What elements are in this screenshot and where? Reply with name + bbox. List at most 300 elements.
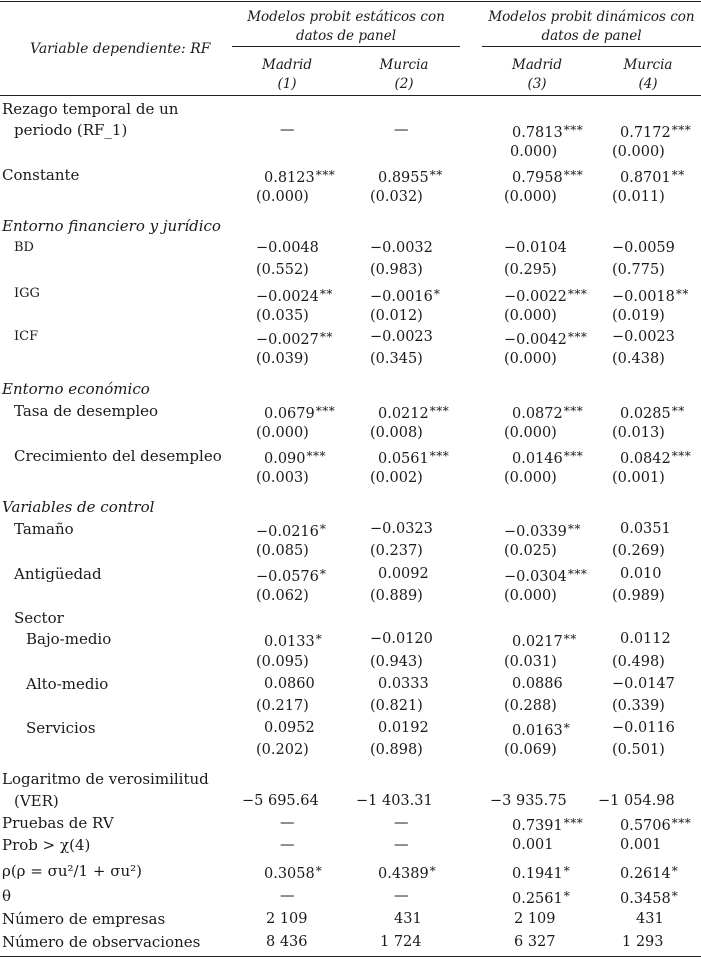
cell-tasa_p-c4 <box>612 423 665 443</box>
cell-value: 0.0092 <box>378 566 429 582</box>
column-1-number: (1) <box>277 76 297 92</box>
cell-value: 0.3058 <box>264 866 315 882</box>
row-label-icf: ICF <box>14 329 39 344</box>
cell-value: 0.7958 <box>512 170 563 186</box>
cell-value: (0.019) <box>612 308 665 324</box>
column-2-number: (2) <box>394 76 414 92</box>
cell-alto_p-c3 <box>504 696 557 716</box>
cell-value: 0.0212 <box>378 406 429 422</box>
cell-value: 0.8955 <box>378 170 429 186</box>
row-label-observaciones: Número de observaciones <box>2 933 201 951</box>
cell-empresas-c4 <box>636 909 664 929</box>
column-header-1 <box>232 56 342 94</box>
cell-value: 1 293 <box>622 934 664 950</box>
cell-constante-c3 <box>512 165 583 188</box>
cell-value: — <box>280 888 295 904</box>
cell-bajo_p-c3 <box>504 652 557 672</box>
cell-value: (0.000) <box>612 144 665 160</box>
row-label-rezago-2: periodo (RF_1) <box>14 121 128 139</box>
cell-value: 0.4389 <box>378 866 429 882</box>
cell-tamano_p-c2 <box>370 541 423 561</box>
cell-logver-c2 <box>356 791 433 811</box>
significance-stars: *** <box>563 168 584 182</box>
row-label-tamano: Tamaño <box>14 520 74 538</box>
column-4-number: (4) <box>638 76 658 92</box>
cell-constante_p-c2 <box>370 187 423 207</box>
cell-tamano-c3 <box>504 519 581 542</box>
cell-value: — <box>280 815 295 831</box>
cell-empresas-c1 <box>266 909 308 929</box>
significance-stars: ** <box>429 168 443 182</box>
row-label-antiguedad: Antigüedad <box>14 565 102 583</box>
significance-stars: ** <box>671 404 685 418</box>
cell-crec-c3 <box>512 446 583 469</box>
cell-value: 0.000) <box>510 144 558 160</box>
cell-value: 2 109 <box>266 911 308 927</box>
cell-tasa-c1 <box>264 401 335 424</box>
section-economico: Entorno económico <box>2 380 150 398</box>
cell-crec-c4 <box>620 446 691 469</box>
section-control: Variables de control <box>2 498 155 516</box>
cell-alto_p-c1 <box>256 696 309 716</box>
static-models-header: Modelos probit estáticos con datos de panel <box>247 9 445 44</box>
cell-value: (0.295) <box>504 262 557 278</box>
row-label-alto-medio: Alto-medio <box>26 675 109 693</box>
cell-constante_p-c4 <box>612 187 665 207</box>
cell-value: (0.011) <box>612 189 665 205</box>
cell-value: (0.000) <box>504 308 557 324</box>
cell-value: −0.0023 <box>370 329 433 345</box>
cell-alto-c4 <box>612 674 675 694</box>
cell-value: — <box>394 888 409 904</box>
cell-value: (0.498) <box>612 654 665 670</box>
cell-alto-c2 <box>378 674 429 694</box>
cell-value: 0.001 <box>512 837 554 853</box>
cell-bd_p-c4 <box>612 260 665 280</box>
cell-value: 431 <box>636 911 664 927</box>
cell-value: −0.0023 <box>612 329 675 345</box>
cell-value: 0.010 <box>620 566 662 582</box>
cell-value: (0.345) <box>370 351 423 367</box>
significance-stars: ** <box>567 522 581 536</box>
cell-value: (0.032) <box>370 189 423 205</box>
cell-rho-c2 <box>378 861 436 884</box>
cell-prob-c1 <box>280 835 295 855</box>
cell-serv_p-c3 <box>504 740 557 760</box>
cell-value: 0.001 <box>620 837 662 853</box>
significance-stars: * <box>671 889 679 903</box>
cell-serv_p-c4 <box>612 740 665 760</box>
cell-value: 431 <box>394 911 422 927</box>
cell-bd-c3 <box>504 238 567 258</box>
cell-value: 0.0133 <box>264 634 315 650</box>
cell-value: (0.775) <box>612 262 665 278</box>
cell-antig-c1 <box>256 564 326 587</box>
cell-value: (0.069) <box>504 742 557 758</box>
cell-value: 0.2614 <box>620 866 671 882</box>
cell-bajo_p-c1 <box>256 652 309 672</box>
row-label-constante: Constante <box>2 166 80 184</box>
cell-value: (0.002) <box>370 470 423 486</box>
static-group-rule <box>232 46 460 47</box>
cell-antig-c4 <box>620 564 662 584</box>
cell-icf_p-c4 <box>612 349 665 369</box>
cell-igg-c1 <box>256 284 333 307</box>
cell-value: — <box>394 837 409 853</box>
significance-stars: * <box>563 721 571 735</box>
header-rule <box>0 95 701 96</box>
cell-value: (0.339) <box>612 698 665 714</box>
cell-crec-c2 <box>378 446 449 469</box>
column-header-4 <box>593 56 701 94</box>
cell-value: −5 695.64 <box>242 793 319 809</box>
cell-bajo_p-c2 <box>370 652 423 672</box>
row-label-servicios: Servicios <box>26 719 96 737</box>
cell-alto-c1 <box>264 674 315 694</box>
significance-stars: * <box>563 889 571 903</box>
cell-value: 0.0860 <box>264 676 315 692</box>
cell-value: (0.889) <box>370 588 423 604</box>
cell-icf_p-c3 <box>504 349 557 369</box>
cell-value: (0.003) <box>256 470 309 486</box>
significance-stars: *** <box>671 449 692 463</box>
cell-value: — <box>280 122 295 138</box>
cell-value: 2 109 <box>514 911 556 927</box>
cell-value: −0.0304 <box>504 569 567 585</box>
cell-value: 0.8123 <box>264 170 315 186</box>
column-1-name: Madrid <box>262 57 312 73</box>
cell-value: 0.8701 <box>620 170 671 186</box>
cell-alto_p-c4 <box>612 696 665 716</box>
cell-icf-c3 <box>504 327 587 350</box>
cell-value: −0.0032 <box>370 240 433 256</box>
cell-logver-c4 <box>598 791 675 811</box>
significance-stars: * <box>315 864 323 878</box>
cell-value: −0.0216 <box>256 524 319 540</box>
cell-bd-c1 <box>256 238 319 258</box>
cell-rezago-c4 <box>620 120 691 143</box>
cell-bajo-c1 <box>264 629 322 652</box>
cell-value: 0.0333 <box>378 676 429 692</box>
cell-constante_p-c1 <box>256 187 309 207</box>
cell-bajo-c4 <box>620 629 671 649</box>
cell-pruebas-c2 <box>394 813 409 833</box>
cell-value: 1 724 <box>380 934 422 950</box>
dependent-variable-label: Variable dependiente: RF <box>30 41 211 57</box>
cell-value: −0.0027 <box>256 332 319 348</box>
cell-value: (0.943) <box>370 654 423 670</box>
significance-stars: *** <box>315 168 336 182</box>
cell-value: (0.288) <box>504 698 557 714</box>
row-label-sector: Sector <box>14 609 64 627</box>
cell-serv_p-c1 <box>256 740 309 760</box>
row-label-rho: ρ(ρ = σu²/1 + σu²) <box>2 862 142 880</box>
cell-rho-c3 <box>512 861 570 884</box>
cell-tasa_p-c2 <box>370 423 423 443</box>
column-4-name: Murcia <box>623 57 673 73</box>
significance-stars: *** <box>429 449 450 463</box>
cell-value: (0.000) <box>504 189 557 205</box>
significance-stars: * <box>433 287 441 301</box>
cell-value: (0.035) <box>256 308 309 324</box>
cell-empresas-c2 <box>394 909 422 929</box>
cell-igg_p-c1 <box>256 306 309 326</box>
cell-value: (0.031) <box>504 654 557 670</box>
column-3-name: Madrid <box>512 57 562 73</box>
cell-constante-c1 <box>264 165 335 188</box>
cell-value: −0.0104 <box>504 240 567 256</box>
significance-stars: * <box>671 864 679 878</box>
cell-alto_p-c2 <box>370 696 423 716</box>
cell-value: (0.095) <box>256 654 309 670</box>
cell-value: −0.0147 <box>612 676 675 692</box>
cell-value: −0.0018 <box>612 289 675 305</box>
cell-value: −0.0016 <box>370 289 433 305</box>
cell-value: 0.0351 <box>620 521 671 537</box>
cell-value: −0.0323 <box>370 521 433 537</box>
cell-value: 0.0679 <box>264 406 315 422</box>
cell-prob-c4 <box>620 835 662 855</box>
significance-stars: *** <box>563 404 584 418</box>
cell-rezago_p-c3 <box>510 142 557 162</box>
cell-value: 0.7813 <box>512 125 563 141</box>
cell-value: −1 054.98 <box>598 793 675 809</box>
cell-pruebas-c3 <box>512 813 583 836</box>
cell-rezago-c1 <box>280 120 295 140</box>
significance-stars: *** <box>671 123 692 137</box>
cell-value: (0.898) <box>370 742 423 758</box>
cell-value: 0.0561 <box>378 451 429 467</box>
cell-value: (0.012) <box>370 308 423 324</box>
cell-value: (0.025) <box>504 543 557 559</box>
cell-icf_p-c2 <box>370 349 423 369</box>
cell-value: (0.085) <box>256 543 309 559</box>
cell-bajo-c3 <box>512 629 577 652</box>
significance-stars: *** <box>563 123 584 137</box>
cell-icf-c2 <box>370 327 433 347</box>
cell-tamano-c2 <box>370 519 433 539</box>
significance-stars: * <box>429 864 437 878</box>
cell-constante_p-c3 <box>504 187 557 207</box>
cell-obs-c2 <box>380 932 422 952</box>
cell-rezago_p-c4 <box>612 142 665 162</box>
cell-value: (0.000) <box>504 470 557 486</box>
cell-value: (0.008) <box>370 425 423 441</box>
cell-bd_p-c3 <box>504 260 557 280</box>
cell-value: 0.0146 <box>512 451 563 467</box>
cell-antig_p-c1 <box>256 586 309 606</box>
significance-stars: *** <box>567 287 588 301</box>
cell-value: 0.0192 <box>378 720 429 736</box>
cell-value: (0.821) <box>370 698 423 714</box>
cell-theta-c3 <box>512 886 570 909</box>
significance-stars: * <box>315 632 323 646</box>
cell-tamano-c4 <box>620 519 671 539</box>
row-label-igg: IGG <box>14 286 40 301</box>
significance-stars: ** <box>319 330 333 344</box>
significance-stars: *** <box>671 816 692 830</box>
significance-stars: ** <box>563 632 577 646</box>
significance-stars: * <box>319 567 327 581</box>
cell-rezago-c2 <box>394 120 409 140</box>
column-header-3 <box>482 56 592 94</box>
cell-crec_p-c4 <box>612 468 665 488</box>
bottom-rule <box>0 956 701 957</box>
cell-obs-c1 <box>266 932 308 952</box>
cell-value: −0.0116 <box>612 720 675 736</box>
cell-value: 0.5706 <box>620 818 671 834</box>
cell-value: (0.000) <box>504 425 557 441</box>
cell-crec-c1 <box>264 446 326 469</box>
cell-value: — <box>394 815 409 831</box>
cell-obs-c3 <box>514 932 556 952</box>
cell-antig-c2 <box>378 564 429 584</box>
cell-value: −0.0042 <box>504 332 567 348</box>
cell-value: −0.0339 <box>504 524 567 540</box>
cell-bajo-c2 <box>370 629 433 649</box>
column-2-name: Murcia <box>379 57 429 73</box>
cell-serv-c2 <box>378 718 429 738</box>
cell-value: (0.013) <box>612 425 665 441</box>
row-label-empresas: Número de empresas <box>2 910 166 928</box>
cell-rho-c1 <box>264 861 322 884</box>
cell-icf_p-c1 <box>256 349 309 369</box>
cell-theta-c1 <box>280 886 295 906</box>
row-label-log-1: Logaritmo de verosimilitud <box>2 770 209 788</box>
cell-value: 0.2561 <box>512 891 563 907</box>
cell-bd-c4 <box>612 238 675 258</box>
cell-tamano_p-c3 <box>504 541 557 561</box>
cell-value: −0.0024 <box>256 289 319 305</box>
cell-tasa_p-c3 <box>504 423 557 443</box>
cell-value: 6 327 <box>514 934 556 950</box>
cell-value: −3 935.75 <box>490 793 567 809</box>
cell-value: −0.0048 <box>256 240 319 256</box>
cell-crec_p-c3 <box>504 468 557 488</box>
cell-value: (0.438) <box>612 351 665 367</box>
cell-tamano_p-c4 <box>612 541 665 561</box>
cell-theta-c4 <box>620 886 678 909</box>
cell-value: (0.000) <box>256 189 309 205</box>
significance-stars: *** <box>567 330 588 344</box>
cell-crec_p-c2 <box>370 468 423 488</box>
significance-stars: * <box>563 864 571 878</box>
cell-value: (0.217) <box>256 698 309 714</box>
cell-value: −0.0022 <box>504 289 567 305</box>
section-financiero: Entorno financiero y jurídico <box>2 217 221 235</box>
cell-serv_p-c2 <box>370 740 423 760</box>
cell-logver-c1 <box>242 791 319 811</box>
cell-value: (0.000) <box>504 588 557 604</box>
cell-value: (0.989) <box>612 588 665 604</box>
cell-tasa-c3 <box>512 401 583 424</box>
cell-bajo_p-c4 <box>612 652 665 672</box>
cell-antig_p-c2 <box>370 586 423 606</box>
column-3-number: (3) <box>527 76 547 92</box>
cell-icf-c1 <box>256 327 333 350</box>
cell-antig_p-c3 <box>504 586 557 606</box>
cell-value: — <box>394 122 409 138</box>
cell-value: (0.062) <box>256 588 309 604</box>
row-label-prob: Prob > χ(4) <box>2 836 91 854</box>
cell-igg-c4 <box>612 284 689 307</box>
cell-antig-c3 <box>504 564 587 587</box>
cell-value: 0.0952 <box>264 720 315 736</box>
cell-value: (0.039) <box>256 351 309 367</box>
cell-value: (0.000) <box>504 351 557 367</box>
top-rule <box>0 1 701 2</box>
row-label-log-2: (VER) <box>14 792 59 810</box>
significance-stars: *** <box>429 404 450 418</box>
cell-value: 0.0285 <box>620 406 671 422</box>
cell-value: 0.7172 <box>620 125 671 141</box>
cell-value: (0.983) <box>370 262 423 278</box>
cell-value: (0.552) <box>256 262 309 278</box>
cell-logver-c3 <box>490 791 567 811</box>
row-label-tasa: Tasa de desempleo <box>14 402 159 420</box>
cell-value: — <box>280 837 295 853</box>
cell-bd_p-c1 <box>256 260 309 280</box>
cell-tasa-c4 <box>620 401 685 424</box>
significance-stars: *** <box>567 567 588 581</box>
cell-pruebas-c4 <box>620 813 691 836</box>
significance-stars: ** <box>319 287 333 301</box>
cell-igg-c3 <box>504 284 587 307</box>
cell-value: −0.0059 <box>612 240 675 256</box>
row-label-crecimiento: Crecimiento del desempleo <box>14 447 222 465</box>
cell-value: 0.0886 <box>512 676 563 692</box>
significance-stars: *** <box>563 449 584 463</box>
cell-serv-c1 <box>264 718 315 738</box>
cell-obs-c4 <box>622 932 664 952</box>
cell-serv-c4 <box>612 718 675 738</box>
row-label-bd: BD <box>14 240 34 255</box>
cell-value: 0.0842 <box>620 451 671 467</box>
row-label-theta: θ <box>2 887 12 905</box>
cell-value: (0.501) <box>612 742 665 758</box>
cell-value: −1 403.31 <box>356 793 433 809</box>
cell-value: 0.090 <box>264 451 306 467</box>
cell-igg_p-c4 <box>612 306 665 326</box>
row-label-bajo-medio: Bajo-medio <box>26 630 112 648</box>
cell-tasa-c2 <box>378 401 449 424</box>
cell-theta-c2 <box>394 886 409 906</box>
cell-rho-c4 <box>620 861 678 884</box>
significance-stars: *** <box>563 816 584 830</box>
dynamic-models-header: Modelos probit dinámicos con datos de panel <box>488 9 695 44</box>
cell-pruebas-c1 <box>280 813 295 833</box>
cell-serv-c3 <box>512 718 570 741</box>
cell-value: −0.0576 <box>256 569 319 585</box>
cell-value: 0.0217 <box>512 634 563 650</box>
cell-bd-c2 <box>370 238 433 258</box>
cell-alto-c3 <box>512 674 563 694</box>
cell-value: 0.7391 <box>512 818 563 834</box>
cell-igg-c2 <box>370 284 440 307</box>
cell-bd_p-c2 <box>370 260 423 280</box>
cell-value: (0.202) <box>256 742 309 758</box>
cell-constante-c4 <box>620 165 685 188</box>
row-label-rezago-1: Rezago temporal de un <box>2 100 179 118</box>
column-header-2 <box>349 56 459 94</box>
cell-value: 0.1941 <box>512 866 563 882</box>
cell-value: (0.001) <box>612 470 665 486</box>
cell-tasa_p-c1 <box>256 423 309 443</box>
significance-stars: ** <box>671 168 685 182</box>
cell-value: 8 436 <box>266 934 308 950</box>
significance-stars: ** <box>675 287 689 301</box>
cell-value: 0.0163 <box>512 723 563 739</box>
